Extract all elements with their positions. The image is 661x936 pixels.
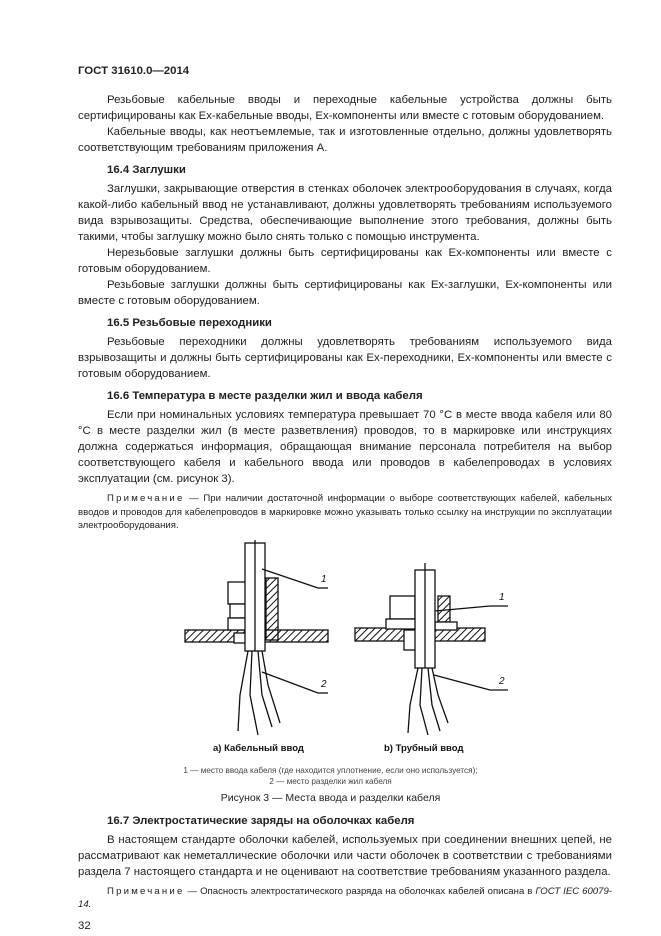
note [78,885,612,912]
page-content [78,63,612,934]
section-heading-16-6: 16.6 Температура в месте разделки жил и ввода кабеля [107,390,423,402]
note-label: Примечание [107,493,185,504]
callout-1-a: 1 [321,573,327,585]
standard-reference: ГОСТ IEC 60079-14. [78,885,612,910]
note-text: — При наличии достаточной информации о выборе соответствующих кабелей, кабельных вводов и проводов для кабелепроводов в маркировке можно указывать только ссылку на инструкции по эксплуатации электрооборудования. [78,493,612,531]
section-heading-16-4: 16.4 Заглушки [107,164,186,176]
callout-2-b: 2 [499,675,505,687]
paragraph: Заглушки, закрывающие отверстия в стенках оболочек электрооборудования в случаях, когда какой-либо кабельный ввод не устанавливают, должны удовлетворять требованиям используемого вида взрывозащиты. Средства, обеспечивающие выполнение этого требования, должны быть такими, чтобы заглушку можно было снять только с помощью инструмента. [78,183,612,243]
section-16-5-text [78,334,612,382]
figure-cable-entry-drawing [0,537,661,747]
paragraph: В настоящем стандарте оболочки кабелей, используемых при соединении внешних цепей, не рассматривают как неметаллические оболочки или части оболочек в соответствии с требованиями раздела 7 настоящего стандарта и не оценивают на соответствие требованиям указанного раздела. [78,833,612,878]
paragraph: Резьбовые заглушки должны быть сертифицированы как Ex-заглушки, Ex-компоненты или вместе с готовым оборудованием. [78,279,612,307]
conduit-entry-drawing [355,563,508,735]
section-16-7-text [78,832,612,912]
paragraph: Нерезьбовые заглушки должны быть сертифицированы как Ex-компоненты или вместе с готовым оборудованием. [78,247,612,275]
cable-gland-drawing [185,540,328,735]
document-header: ГОСТ 31610.0—2014 [78,65,190,77]
figure-caption: Рисунок 3 — Места ввода и разделки кабеля [220,791,441,804]
callout-1-b: 1 [499,591,505,603]
figure-label-a: а) Кабельный ввод [213,742,304,754]
page-number: 32 [78,919,91,932]
note [78,492,612,533]
figure-label-b: b) Трубный ввод [384,742,464,754]
note-label: Примечание [107,885,185,897]
figure-3 [78,537,612,807]
figure-legend-1: 1 — место ввода кабеля (где находится уплотнение, если оно используется); [183,765,478,775]
section-heading-16-7: 16.7 Электростатические заряды на оболочках кабеля [107,814,415,827]
paragraph: Кабельные вводы, как неотъемлемые, так и изготовленные отдельно, должны удовлетворять соответствующим требованиям приложения А. [78,126,612,154]
intro-text [78,92,612,156]
section-16-6-text [78,407,612,533]
section-heading-16-5: 16.5 Резьбовые переходники [107,317,272,329]
figure-legend-2: 2 — место разделки жил кабеля [269,776,392,786]
paragraph: Резьбовые переходники должны удовлетворять требованиям используемого вида взрывозащиты и должны быть сертифицированы как Ex-переходники, Ex-компоненты или вместе с готовым оборудованием. [78,336,612,380]
note-text: — Опасность электростатического разряда на оболочках кабелей описана в [184,885,536,897]
paragraph: Если при номинальных условиях температура превышает 70 °С в месте ввода кабеля или 80 °С в месте разделки жил (в месте разветвления) проводов, то в маркировке или инструкциях должна содержаться информация, обращающая внимание персонала потребителя на выбор соответствующего кабеля и кабельного ввода или проводов в кабелепроводах в условиях эксплуатации (см. рисунок 3). [78,409,612,485]
section-16-4-text [78,181,612,309]
paragraph: Резьбовые кабельные вводы и переходные кабельные устройства должны быть сертифицированы как Ex-кабельные вводы, Ex-компоненты или вместе с готовым оборудованием. [78,94,612,122]
callout-2-a: 2 [321,678,327,690]
